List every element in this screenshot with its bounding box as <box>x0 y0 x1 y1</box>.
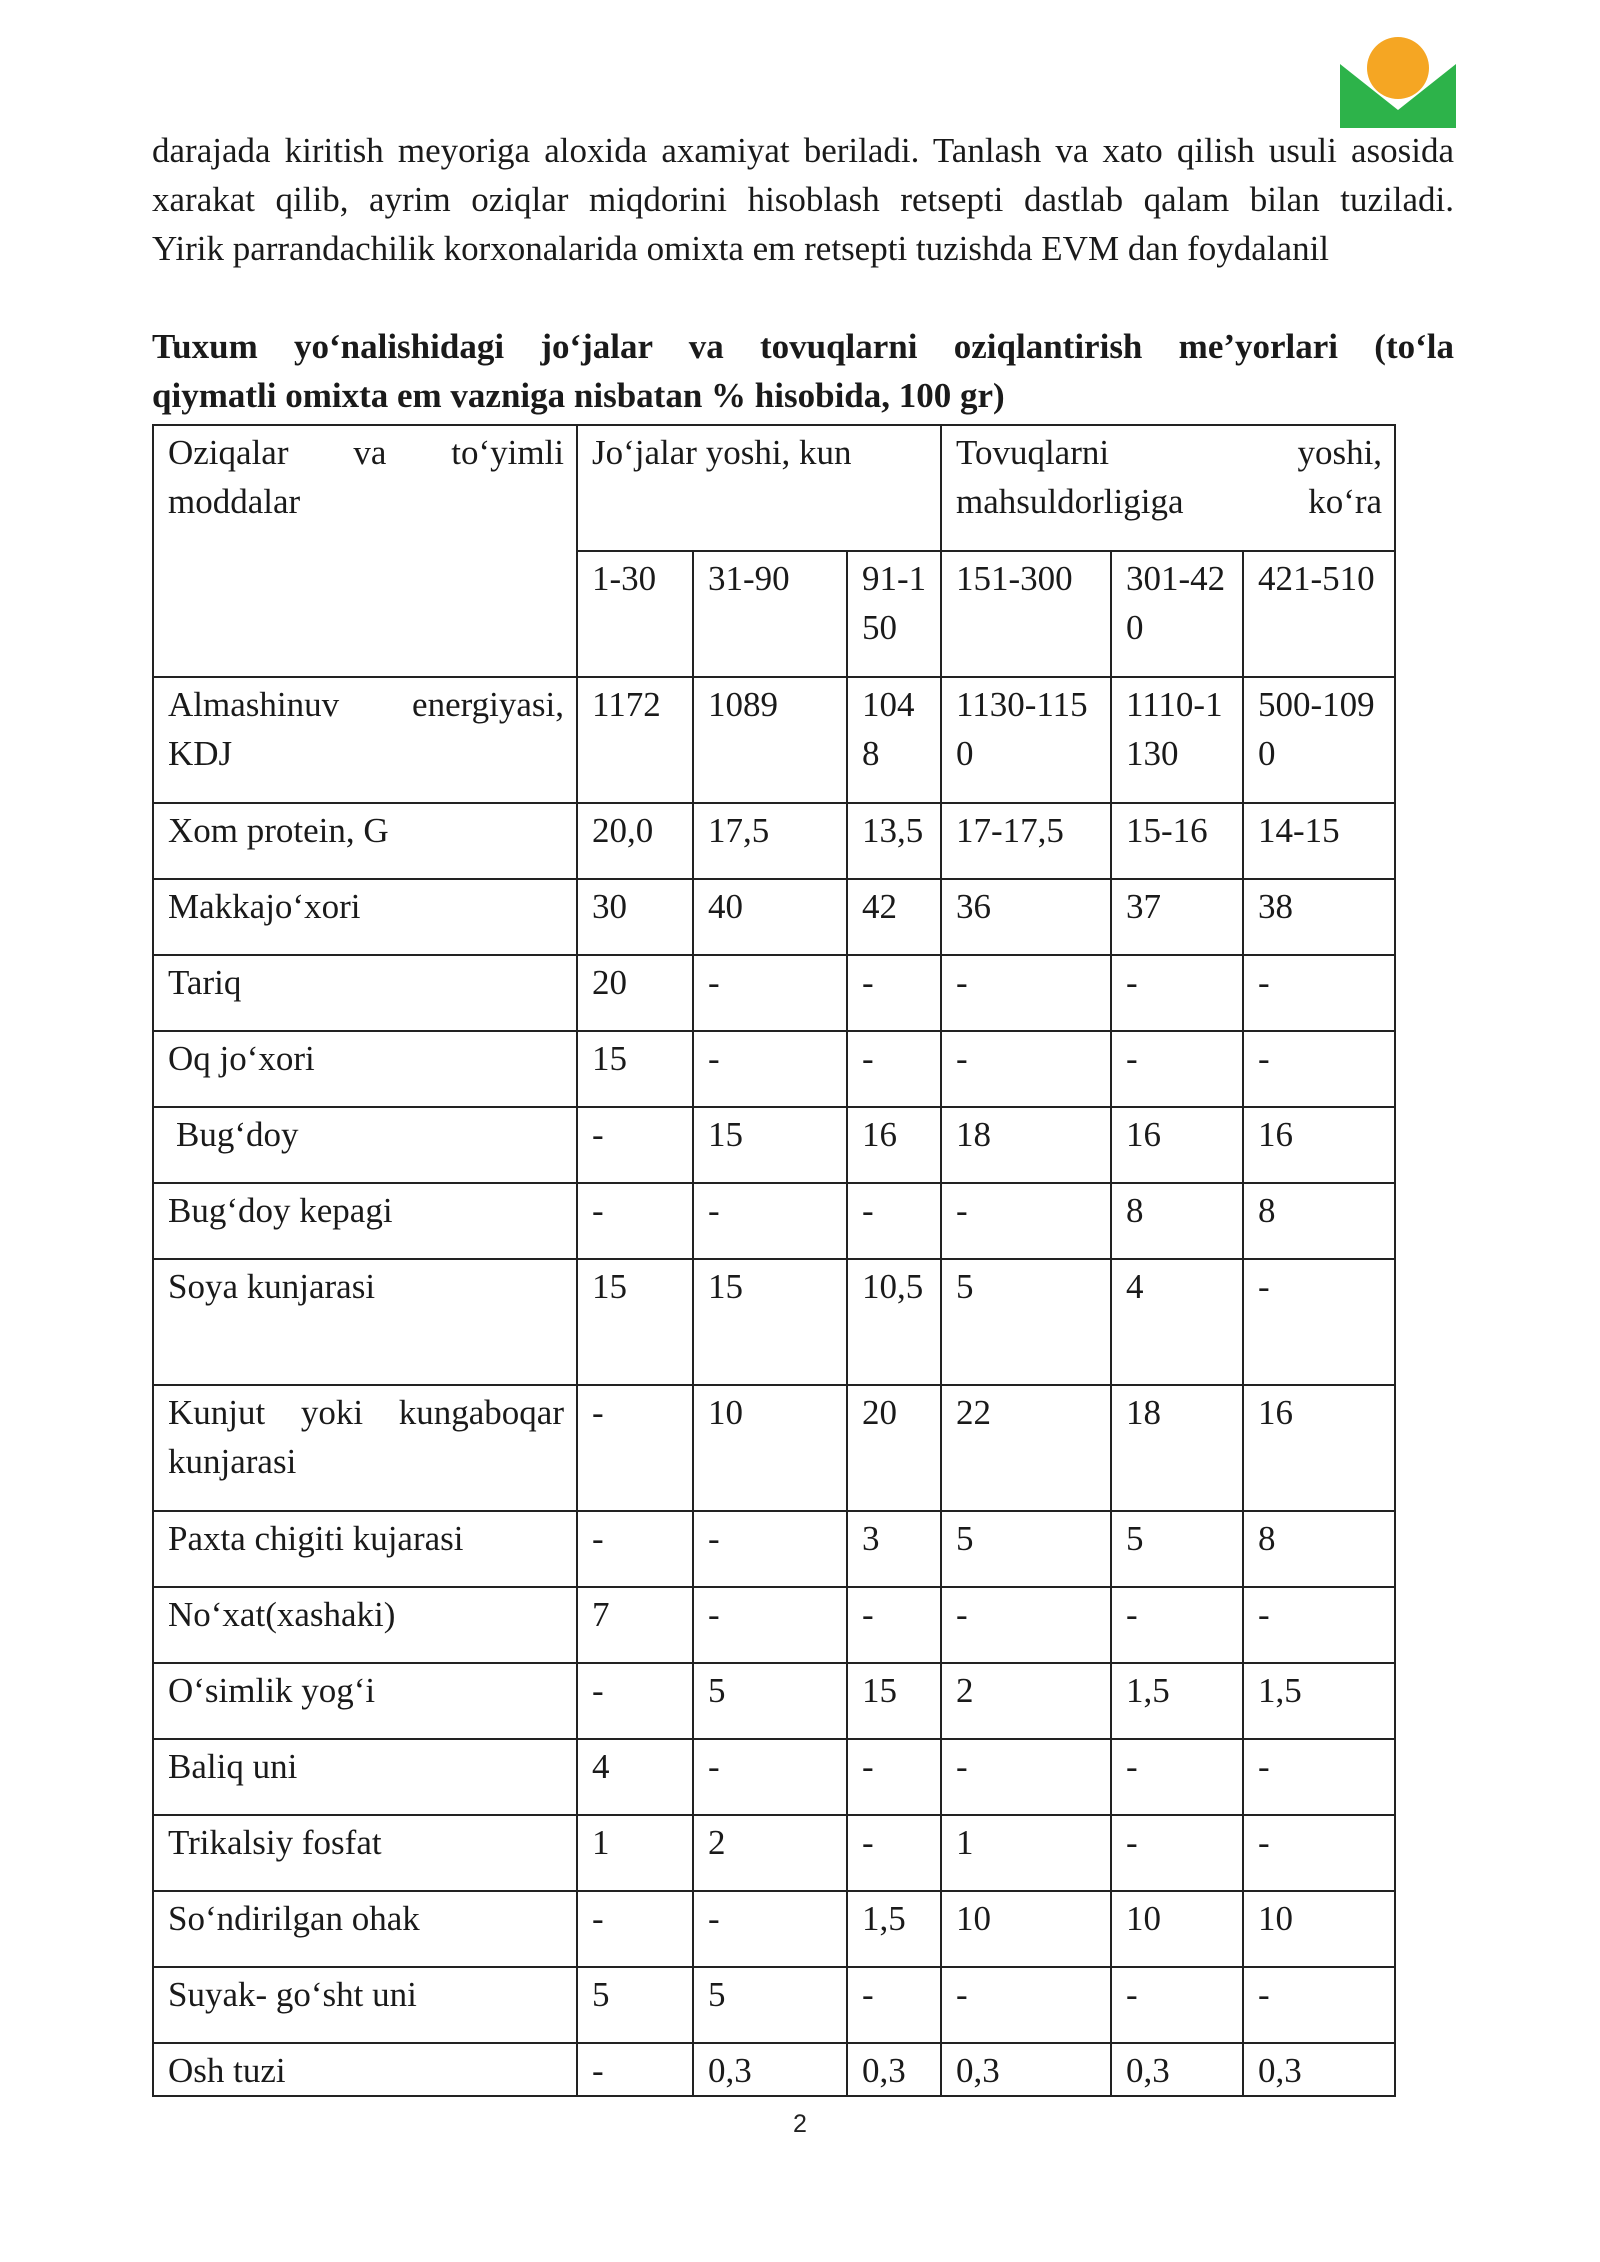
feed-name-cell: No‘xat(xashaki) <box>153 1587 577 1663</box>
table-row <box>153 677 1395 803</box>
page-number: 2 <box>793 2110 807 2138</box>
value-cell: 18 <box>941 1107 1111 1183</box>
value-cell: - <box>693 1183 847 1259</box>
value-cell: 18 <box>1111 1385 1243 1511</box>
table-title-line-2: qiymatli omixta em vazniga nisbatan % hisobida, 100 gr) <box>152 376 1005 415</box>
value-cell: 17,5 <box>693 803 847 879</box>
body-paragraph <box>152 126 1454 273</box>
value-cell: 15 <box>693 1107 847 1183</box>
feed-name-cell: Xom protein, G <box>153 803 577 879</box>
table-row <box>153 2043 1395 2096</box>
value-cell: 0,3 <box>847 2043 941 2096</box>
value-cell: 16 <box>847 1107 941 1183</box>
header-hen-age-group: Tovuqlarni yoshi, mahsuldorligiga ko‘ra <box>941 425 1395 551</box>
value-cell: - <box>847 1967 941 2043</box>
subheader-cell: 301-420 <box>1111 551 1243 677</box>
subheader-cell: 31-90 <box>693 551 847 677</box>
value-cell: 2 <box>941 1663 1111 1739</box>
table-row <box>153 1259 1395 1385</box>
value-cell: - <box>1111 955 1243 1031</box>
value-cell: - <box>847 955 941 1031</box>
value-cell: - <box>1243 1259 1395 1385</box>
value-cell: - <box>1111 1815 1243 1891</box>
feed-name-cell: Bug‘doy <box>153 1107 577 1183</box>
value-cell: 15 <box>847 1663 941 1739</box>
value-cell: 15-16 <box>1111 803 1243 879</box>
value-cell: 1130-1150 <box>941 677 1111 803</box>
value-cell: 42 <box>847 879 941 955</box>
value-cell: - <box>847 1031 941 1107</box>
value-cell: 1110-1130 <box>1111 677 1243 803</box>
value-cell: 1,5 <box>847 1891 941 1967</box>
value-cell: - <box>847 1587 941 1663</box>
value-cell: 4 <box>1111 1259 1243 1385</box>
feed-name-cell: Osh tuzi <box>153 2043 577 2096</box>
value-cell: 2 <box>693 1815 847 1891</box>
value-cell: - <box>693 1587 847 1663</box>
table-row <box>153 1107 1395 1183</box>
value-cell: 3 <box>847 1511 941 1587</box>
table-row <box>153 1891 1395 1967</box>
value-cell: 14-15 <box>1243 803 1395 879</box>
feeding-norms-table <box>152 424 1396 2097</box>
value-cell: - <box>1243 1967 1395 2043</box>
value-cell: 10,5 <box>847 1259 941 1385</box>
value-cell: 16 <box>1111 1107 1243 1183</box>
value-cell: 5 <box>1111 1511 1243 1587</box>
feed-name-cell: Almashinuv energiyasi, KDJ <box>153 677 577 803</box>
feed-name-cell: Bug‘doy kepagi <box>153 1183 577 1259</box>
feed-name-cell: Tariq <box>153 955 577 1031</box>
value-cell: 20 <box>577 955 693 1031</box>
value-cell: 0,3 <box>1243 2043 1395 2096</box>
value-cell: - <box>941 1031 1111 1107</box>
value-cell: 0,3 <box>941 2043 1111 2096</box>
table-row <box>153 1385 1395 1511</box>
value-cell: 10 <box>1111 1891 1243 1967</box>
value-cell: 13,5 <box>847 803 941 879</box>
value-cell: - <box>941 1587 1111 1663</box>
value-cell: - <box>693 955 847 1031</box>
table-title <box>152 322 1454 420</box>
value-cell: 10 <box>1243 1891 1395 1967</box>
value-cell: - <box>693 1891 847 1967</box>
value-cell: 15 <box>577 1259 693 1385</box>
value-cell: 10 <box>941 1891 1111 1967</box>
header-chick-age-group: Jo‘jalar yoshi, kun <box>577 425 941 551</box>
value-cell: 7 <box>577 1587 693 1663</box>
table-row <box>153 1587 1395 1663</box>
value-cell: - <box>693 1511 847 1587</box>
value-cell: 15 <box>577 1031 693 1107</box>
paragraph-line: xarakat qilib, ayrim oziqlar miqdorini hisoblash retsepti dastlab qalam bilan tuziladi. <box>152 180 1454 219</box>
table-header-row <box>153 425 1395 551</box>
value-cell: - <box>693 1031 847 1107</box>
subheader-cell: 421-510 <box>1243 551 1395 677</box>
value-cell: 1048 <box>847 677 941 803</box>
value-cell: - <box>847 1183 941 1259</box>
value-cell: - <box>1243 1739 1395 1815</box>
value-cell: - <box>941 1183 1111 1259</box>
value-cell: 0,3 <box>693 2043 847 2096</box>
table-row <box>153 1739 1395 1815</box>
feed-name-cell: Baliq uni <box>153 1739 577 1815</box>
table-row <box>153 1031 1395 1107</box>
value-cell: 5 <box>693 1663 847 1739</box>
value-cell: - <box>1111 1031 1243 1107</box>
value-cell: 15 <box>693 1259 847 1385</box>
value-cell: 5 <box>941 1259 1111 1385</box>
value-cell: - <box>941 1967 1111 2043</box>
value-cell: 36 <box>941 879 1111 955</box>
value-cell: - <box>1111 1739 1243 1815</box>
table-row <box>153 955 1395 1031</box>
value-cell: 500-1090 <box>1243 677 1395 803</box>
subheader-cell: 1-30 <box>577 551 693 677</box>
value-cell: - <box>577 2043 693 2096</box>
table-row <box>153 1967 1395 2043</box>
value-cell: 5 <box>693 1967 847 2043</box>
feed-name-cell: O‘simlik yog‘i <box>153 1663 577 1739</box>
value-cell: - <box>1111 1587 1243 1663</box>
value-cell: - <box>847 1815 941 1891</box>
table-row <box>153 1183 1395 1259</box>
value-cell: 20,0 <box>577 803 693 879</box>
value-cell: - <box>941 1739 1111 1815</box>
value-cell: 1 <box>941 1815 1111 1891</box>
value-cell: 1172 <box>577 677 693 803</box>
table-title-line-1: Tuxum yo‘nalishidagi jo‘jalar va tovuqlarni oziqlantirish me’yorlari (to‘la <box>152 327 1454 366</box>
value-cell: - <box>577 1663 693 1739</box>
paragraph-line: Yirik parrandachilik korxonalarida omixta em retsepti tuzishda EVM dan foydalanil <box>152 229 1330 268</box>
value-cell: 1 <box>577 1815 693 1891</box>
feed-name-cell: Trikalsiy fosfat <box>153 1815 577 1891</box>
table-row <box>153 1511 1395 1587</box>
table-row <box>153 1815 1395 1891</box>
value-cell: - <box>577 1511 693 1587</box>
feed-name-cell: Makkajo‘xori <box>153 879 577 955</box>
paragraph-line: darajada kiritish meyoriga aloxida axamiyat beriladi. Tanlash va xato qilish usuli asosida <box>152 131 1454 170</box>
value-cell: 4 <box>577 1739 693 1815</box>
value-cell: 37 <box>1111 879 1243 955</box>
value-cell: 5 <box>577 1967 693 2043</box>
table-row <box>153 803 1395 879</box>
value-cell: 5 <box>941 1511 1111 1587</box>
subheader-cell: 91-150 <box>847 551 941 677</box>
value-cell: 17-17,5 <box>941 803 1111 879</box>
feed-name-cell: Paxta chigiti kujarasi <box>153 1511 577 1587</box>
value-cell: - <box>693 1739 847 1815</box>
value-cell: - <box>577 1385 693 1511</box>
value-cell: 16 <box>1243 1385 1395 1511</box>
feed-name-cell: Suyak- go‘sht uni <box>153 1967 577 2043</box>
table-row <box>153 879 1395 955</box>
value-cell: 22 <box>941 1385 1111 1511</box>
value-cell: - <box>577 1891 693 1967</box>
table-row <box>153 1663 1395 1739</box>
value-cell: - <box>1243 955 1395 1031</box>
header-feed-name: Oziqalar va to‘yimli moddalar <box>153 425 577 677</box>
value-cell: 1089 <box>693 677 847 803</box>
sun-over-green-field-logo <box>1340 36 1456 128</box>
feed-name-cell: So‘ndirilgan ohak <box>153 1891 577 1967</box>
value-cell: - <box>1111 1967 1243 2043</box>
value-cell: - <box>847 1739 941 1815</box>
value-cell: 1,5 <box>1111 1663 1243 1739</box>
value-cell: 40 <box>693 879 847 955</box>
feed-name-cell: Soya kunjarasi <box>153 1259 577 1385</box>
value-cell: 38 <box>1243 879 1395 955</box>
value-cell: 1,5 <box>1243 1663 1395 1739</box>
value-cell: - <box>1243 1031 1395 1107</box>
value-cell: - <box>577 1183 693 1259</box>
value-cell: - <box>577 1107 693 1183</box>
value-cell: 10 <box>693 1385 847 1511</box>
value-cell: 30 <box>577 879 693 955</box>
value-cell: - <box>1243 1587 1395 1663</box>
subheader-cell: 151-300 <box>941 551 1111 677</box>
value-cell: - <box>941 955 1111 1031</box>
value-cell: 8 <box>1111 1183 1243 1259</box>
feed-name-cell: Oq jo‘xori <box>153 1031 577 1107</box>
value-cell: 8 <box>1243 1511 1395 1587</box>
value-cell: 8 <box>1243 1183 1395 1259</box>
value-cell: 16 <box>1243 1107 1395 1183</box>
value-cell: 20 <box>847 1385 941 1511</box>
value-cell: - <box>1243 1815 1395 1891</box>
value-cell: 0,3 <box>1111 2043 1243 2096</box>
feed-name-cell: Kunjut yoki kungaboqar kunjarasi <box>153 1385 577 1511</box>
